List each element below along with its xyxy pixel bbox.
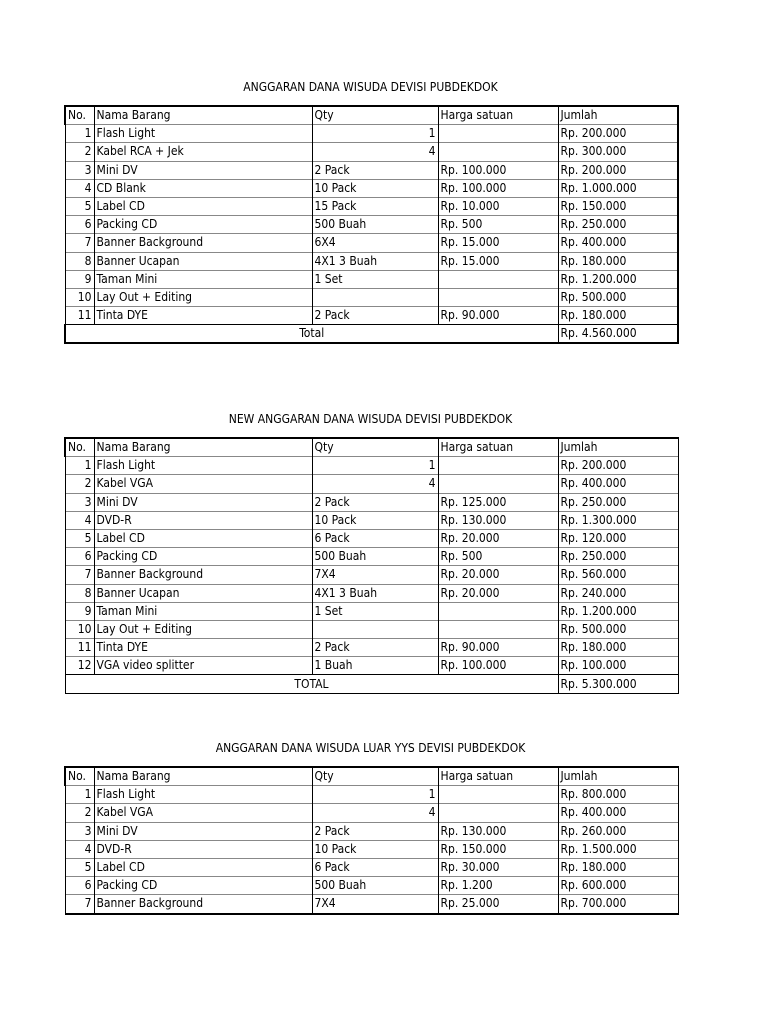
row-number: 4 (65, 511, 94, 529)
item-name: Mini DV (94, 493, 312, 511)
header-price: Harga satuan (438, 106, 558, 125)
header-total: Jumlah (558, 106, 678, 125)
item-name: Mini DV (94, 161, 312, 179)
item-name: Flash Light (94, 786, 312, 804)
item-total: Rp. 800.000 (558, 786, 678, 804)
item-name: Flash Light (94, 457, 312, 475)
item-unit-price: Rp. 20.000 (438, 529, 558, 547)
table-row (65, 234, 678, 252)
header-qty: Qty (312, 106, 438, 125)
item-qty: 500 Buah (312, 877, 438, 895)
item-total: Rp. 150.000 (558, 197, 678, 215)
item-total: Rp. 100.000 (558, 657, 678, 675)
table-row (65, 307, 678, 325)
item-unit-price: Rp. 10.000 (438, 197, 558, 215)
item-qty: 2 Pack (312, 161, 438, 179)
item-total: Rp. 1.300.000 (558, 511, 678, 529)
item-total: Rp. 180.000 (558, 252, 678, 270)
row-number: 3 (65, 493, 94, 511)
header-row (65, 438, 678, 457)
table-row (65, 639, 678, 657)
row-number: 3 (65, 822, 94, 840)
item-qty (312, 620, 438, 638)
table-row (65, 457, 678, 475)
total-label: Total (65, 325, 558, 344)
item-unit-price: Rp. 500 (438, 548, 558, 566)
table-row (65, 548, 678, 566)
row-number: 6 (65, 877, 94, 895)
item-total: Rp. 260.000 (558, 822, 678, 840)
row-number: 7 (65, 566, 94, 584)
item-qty: 4X1 3 Buah (312, 252, 438, 270)
item-name: Kabel VGA (94, 475, 312, 493)
header-qty: Qty (312, 438, 438, 457)
item-name: Kabel RCA + Jek (94, 143, 312, 161)
item-unit-price (438, 620, 558, 638)
total-row (65, 325, 678, 344)
item-qty: 7X4 (312, 566, 438, 584)
item-qty: 1 (312, 457, 438, 475)
item-unit-price (438, 602, 558, 620)
item-total: Rp. 120.000 (558, 529, 678, 547)
table-row (65, 125, 678, 143)
item-unit-price: Rp. 100.000 (438, 179, 558, 197)
table-row (65, 511, 678, 529)
header-price: Harga satuan (438, 438, 558, 457)
row-number: 5 (65, 529, 94, 547)
row-number: 1 (65, 457, 94, 475)
item-unit-price: Rp. 25.000 (438, 895, 558, 914)
row-number: 6 (65, 548, 94, 566)
item-name: Packing CD (94, 877, 312, 895)
budget-table-3 (64, 766, 679, 915)
item-name: Flash Light (94, 125, 312, 143)
item-unit-price: Rp. 100.000 (438, 657, 558, 675)
header-no: No. (65, 106, 94, 125)
total-value: Rp. 5.300.000 (558, 675, 678, 693)
item-unit-price: Rp. 150.000 (438, 840, 558, 858)
item-name: Label CD (94, 197, 312, 215)
item-name: DVD-R (94, 840, 312, 858)
row-number: 2 (65, 804, 94, 822)
item-name: Banner Ucapan (94, 252, 312, 270)
item-unit-price: Rp. 100.000 (438, 161, 558, 179)
table-3-title: ANGGARAN DANA WISUDA LUAR YYS DEVISI PUBDEKDOK (215, 741, 526, 755)
table-row (65, 566, 678, 584)
item-unit-price (438, 288, 558, 306)
item-total: Rp. 180.000 (558, 639, 678, 657)
item-name: Tinta DYE (94, 639, 312, 657)
item-unit-price: Rp. 90.000 (438, 307, 558, 325)
item-qty: 2 Pack (312, 822, 438, 840)
header-total: Jumlah (558, 767, 678, 786)
header-name: Nama Barang (94, 438, 312, 457)
table-row (65, 804, 678, 822)
item-qty: 10 Pack (312, 179, 438, 197)
item-total: Rp. 1.500.000 (558, 840, 678, 858)
item-qty: 2 Pack (312, 307, 438, 325)
item-unit-price: Rp. 130.000 (438, 822, 558, 840)
item-unit-price (438, 804, 558, 822)
table-row (65, 493, 678, 511)
item-unit-price (438, 270, 558, 288)
row-number: 5 (65, 197, 94, 215)
item-total: Rp. 250.000 (558, 548, 678, 566)
item-unit-price (438, 125, 558, 143)
item-name: Banner Background (94, 566, 312, 584)
total-row (65, 675, 678, 693)
table-row (65, 858, 678, 876)
item-qty: 1 (312, 125, 438, 143)
item-name: Banner Background (94, 895, 312, 914)
header-row (65, 767, 678, 786)
item-total: Rp. 250.000 (558, 493, 678, 511)
row-number: 10 (65, 288, 94, 306)
item-qty: 1 Set (312, 270, 438, 288)
item-qty: 10 Pack (312, 511, 438, 529)
item-name: Label CD (94, 529, 312, 547)
table-row (65, 840, 678, 858)
table-row (65, 877, 678, 895)
item-unit-price (438, 143, 558, 161)
item-name: Lay Out + Editing (94, 620, 312, 638)
header-name: Nama Barang (94, 767, 312, 786)
header-no: No. (65, 438, 94, 457)
item-total: Rp. 250.000 (558, 216, 678, 234)
item-qty: 1 Set (312, 602, 438, 620)
table-row (65, 822, 678, 840)
item-name: Kabel VGA (94, 804, 312, 822)
row-number: 9 (65, 270, 94, 288)
row-number: 8 (65, 584, 94, 602)
table-row (65, 475, 678, 493)
table-row (65, 786, 678, 804)
table-row (65, 197, 678, 215)
item-total: Rp. 600.000 (558, 877, 678, 895)
item-total: Rp. 200.000 (558, 457, 678, 475)
item-total: Rp. 400.000 (558, 804, 678, 822)
row-number: 8 (65, 252, 94, 270)
item-total: Rp. 1.000.000 (558, 179, 678, 197)
item-unit-price: Rp. 500 (438, 216, 558, 234)
item-unit-price (438, 457, 558, 475)
table-row (65, 657, 678, 675)
item-total: Rp. 1.200.000 (558, 602, 678, 620)
row-number: 2 (65, 475, 94, 493)
row-number: 10 (65, 620, 94, 638)
item-qty: 6 Pack (312, 529, 438, 547)
item-qty: 15 Pack (312, 197, 438, 215)
table-row (65, 252, 678, 270)
row-number: 6 (65, 216, 94, 234)
item-total: Rp. 200.000 (558, 161, 678, 179)
row-number: 7 (65, 895, 94, 914)
item-total: Rp. 200.000 (558, 125, 678, 143)
item-name: DVD-R (94, 511, 312, 529)
item-qty: 1 (312, 786, 438, 804)
item-unit-price: Rp. 15.000 (438, 252, 558, 270)
header-price: Harga satuan (438, 767, 558, 786)
item-qty: 2 Pack (312, 639, 438, 657)
row-number: 11 (65, 307, 94, 325)
item-name: Packing CD (94, 548, 312, 566)
table-row (65, 270, 678, 288)
item-total: Rp. 400.000 (558, 234, 678, 252)
item-qty: 4 (312, 804, 438, 822)
item-qty: 4 (312, 475, 438, 493)
item-total: Rp. 1.200.000 (558, 270, 678, 288)
budget-table-2 (64, 437, 679, 694)
table-2-title: NEW ANGGARAN DANA WISUDA DEVISI PUBDEKDOK (228, 412, 513, 426)
row-number: 7 (65, 234, 94, 252)
row-number: 1 (65, 786, 94, 804)
row-number: 11 (65, 639, 94, 657)
total-label: TOTAL (65, 675, 558, 693)
table-row (65, 895, 678, 914)
item-unit-price: Rp. 15.000 (438, 234, 558, 252)
table-row (65, 216, 678, 234)
total-value: Rp. 4.560.000 (558, 325, 678, 344)
item-name: Taman Mini (94, 270, 312, 288)
item-total: Rp. 700.000 (558, 895, 678, 914)
table-row (65, 179, 678, 197)
item-total: Rp. 560.000 (558, 566, 678, 584)
item-total: Rp. 400.000 (558, 475, 678, 493)
table-row (65, 620, 678, 638)
item-qty: 7X4 (312, 895, 438, 914)
item-total: Rp. 240.000 (558, 584, 678, 602)
item-total: Rp. 500.000 (558, 288, 678, 306)
item-unit-price: Rp. 30.000 (438, 858, 558, 876)
item-total: Rp. 180.000 (558, 858, 678, 876)
table-row (65, 161, 678, 179)
table-row (65, 602, 678, 620)
table-row (65, 288, 678, 306)
header-qty: Qty (312, 767, 438, 786)
row-number: 4 (65, 840, 94, 858)
row-number: 3 (65, 161, 94, 179)
item-total: Rp. 300.000 (558, 143, 678, 161)
table-1-title: ANGGARAN DANA WISUDA DEVISI PUBDEKDOK (243, 80, 498, 94)
header-no: No. (65, 767, 94, 786)
item-qty: 10 Pack (312, 840, 438, 858)
item-name: Lay Out + Editing (94, 288, 312, 306)
item-qty: 6X4 (312, 234, 438, 252)
item-name: Packing CD (94, 216, 312, 234)
item-qty: 500 Buah (312, 216, 438, 234)
table-row (65, 584, 678, 602)
budget-table-1 (64, 105, 679, 344)
item-unit-price: Rp. 1.200 (438, 877, 558, 895)
item-qty: 500 Buah (312, 548, 438, 566)
row-number: 9 (65, 602, 94, 620)
item-name: Taman Mini (94, 602, 312, 620)
row-number: 5 (65, 858, 94, 876)
item-unit-price: Rp. 20.000 (438, 566, 558, 584)
table-row (65, 143, 678, 161)
item-qty (312, 288, 438, 306)
header-row (65, 106, 678, 125)
item-name: Mini DV (94, 822, 312, 840)
header-name: Nama Barang (94, 106, 312, 125)
item-name: Banner Ucapan (94, 584, 312, 602)
item-qty: 4X1 3 Buah (312, 584, 438, 602)
item-name: Tinta DYE (94, 307, 312, 325)
item-unit-price (438, 475, 558, 493)
item-name: CD Blank (94, 179, 312, 197)
row-number: 12 (65, 657, 94, 675)
row-number: 2 (65, 143, 94, 161)
item-unit-price (438, 786, 558, 804)
item-qty: 2 Pack (312, 493, 438, 511)
item-name: Label CD (94, 858, 312, 876)
item-unit-price: Rp. 90.000 (438, 639, 558, 657)
table-row (65, 529, 678, 547)
item-qty: 1 Buah (312, 657, 438, 675)
item-qty: 4 (312, 143, 438, 161)
item-total: Rp. 500.000 (558, 620, 678, 638)
item-unit-price: Rp. 125.000 (438, 493, 558, 511)
row-number: 4 (65, 179, 94, 197)
row-number: 1 (65, 125, 94, 143)
item-name: Banner Background (94, 234, 312, 252)
header-total: Jumlah (558, 438, 678, 457)
item-total: Rp. 180.000 (558, 307, 678, 325)
item-unit-price: Rp. 20.000 (438, 584, 558, 602)
item-unit-price: Rp. 130.000 (438, 511, 558, 529)
item-name: VGA video splitter (94, 657, 312, 675)
item-qty: 6 Pack (312, 858, 438, 876)
